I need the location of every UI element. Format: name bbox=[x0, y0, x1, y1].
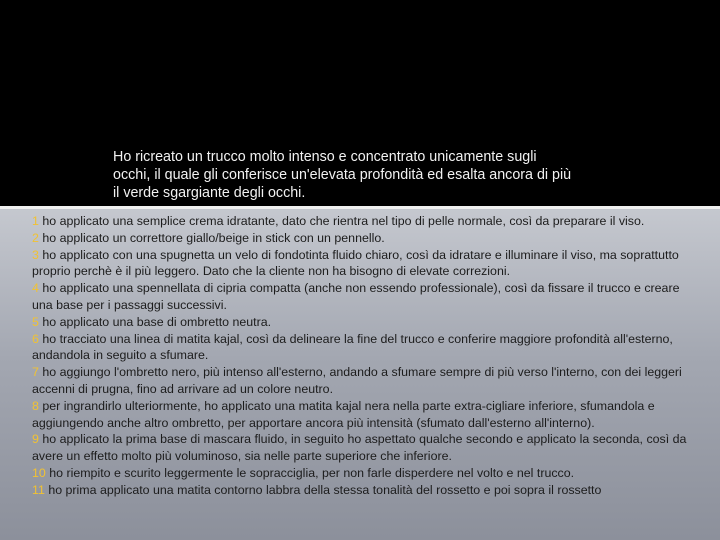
step-item bbox=[32, 482, 692, 499]
step-number: 8 bbox=[32, 398, 39, 413]
step-text: ho aggiungo l'ombretto nero, più intenso all'esterno, andando a sfumare sempre di più verso l'interno, con dei leggeri accenni di prugna, fino ad arrivare ad un colore neutro. bbox=[32, 365, 682, 396]
steps-panel bbox=[0, 209, 720, 540]
step-number: 3 bbox=[32, 247, 39, 262]
step-number: 11 bbox=[32, 482, 45, 497]
intro-line: occhi, il quale gli conferisce un'elevata profondità ed esalta ancora di più bbox=[113, 167, 572, 183]
step-number: 4 bbox=[32, 281, 39, 296]
step-text: ho tracciato una linea di matita kajal, così da delineare la fine del trucco e conferire maggiore profondità all'esterno, andandola in seguito a sfumare. bbox=[32, 331, 673, 363]
intro-line: Ho ricreato un trucco molto intenso e concentrato unicamente sugli bbox=[113, 149, 537, 165]
step-text: per ingrandirlo ulteriormente, ho applicato una matita kajal nera nella parte extra-cigliare inferiore, sfumandola e aggiungendo anche altro ombretto, per apportare ancora più intensità (sfumato dall'esterno all'interno). bbox=[32, 398, 655, 430]
step-item bbox=[32, 331, 692, 365]
step-text: ho applicato un correttore giallo/beige in stick con un pennello. bbox=[38, 230, 385, 245]
steps-list bbox=[32, 213, 692, 499]
step-text: ho applicato una base di ombretto neutra. bbox=[38, 314, 272, 329]
step-text: ho prima applicato una matita contorno labbra della stessa tonalità del rossetto e poi sopra il rossetto bbox=[44, 482, 602, 497]
intro-line: il verde sgargiante degli occhi. bbox=[113, 185, 306, 201]
step-item bbox=[32, 398, 692, 432]
step-text: ho applicato una semplice crema idratante, dato che rientra nel tipo di pelle normale, così da preparare il viso. bbox=[38, 214, 645, 228]
step-item bbox=[32, 431, 692, 465]
step-text: ho applicato con una spugnetta un velo di fondotinta fluido chiaro, così da idratare e illuminare il viso, ma soprattutto proprio perchè è il più leggero. Dato che la cliente non ha bisogno di elevate correzioni. bbox=[32, 247, 679, 279]
step-number: 2 bbox=[32, 230, 39, 245]
step-number: 6 bbox=[32, 331, 39, 346]
step-text: ho applicato una spennellata di cipria compatta (anche non essendo professionale), così da fissare il trucco e creare una base per i passaggi successivi. bbox=[32, 281, 680, 312]
step-number: 7 bbox=[32, 365, 39, 380]
intro-text bbox=[113, 148, 633, 202]
step-item bbox=[32, 213, 692, 230]
step-item bbox=[32, 364, 692, 398]
step-item bbox=[32, 465, 692, 482]
step-text: ho riempito e scurito leggermente le sopracciglia, per non farle disperdere nel volto e nel trucco. bbox=[45, 465, 575, 480]
step-number: 9 bbox=[32, 432, 39, 447]
step-number: 5 bbox=[32, 314, 39, 329]
step-item bbox=[32, 314, 692, 331]
step-item bbox=[32, 247, 692, 281]
step-item bbox=[32, 230, 692, 247]
step-text: ho applicato la prima base di mascara fluido, in seguito ho aspettato qualche secondo e applicato la seconda, così da avere un effetto molto più voluminoso, sia nelle parte superiore che inferiore. bbox=[32, 432, 687, 464]
title-area bbox=[0, 0, 720, 206]
step-number: 1 bbox=[32, 214, 39, 228]
step-number: 10 bbox=[32, 465, 46, 480]
step-item bbox=[32, 280, 692, 314]
